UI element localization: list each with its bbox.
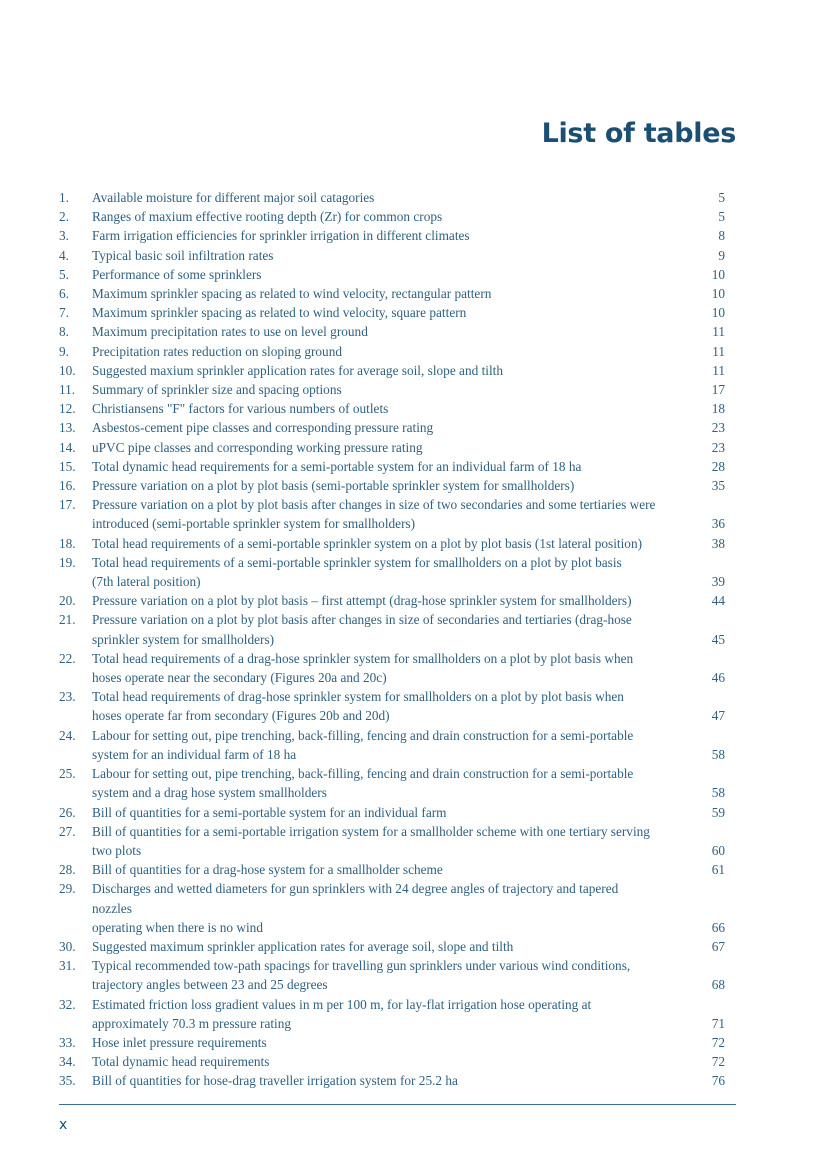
table-list-entry xyxy=(59,207,725,226)
table-list-entry xyxy=(59,879,725,937)
entry-title: Total head requirements of drag-hose sprinkler system for smallholders on a plot by plot basis when hoses operate far from secondary (Figures 20b and 20d) xyxy=(92,689,624,724)
entry-title: Total head requirements of a semi-portable sprinkler system for smallholders on a plot by plot basis (7th lateral position) xyxy=(92,554,622,590)
table-list-entry xyxy=(59,1052,725,1071)
entry-number: 17. xyxy=(59,497,76,513)
entry-title: Total dynamic head requirements for a semi-portable system for an individual farm of 18 ha xyxy=(92,458,582,474)
entry-page-number: 11 xyxy=(712,324,725,340)
entry-title: Maximum sprinkler spacing as related to wind velocity, rectangular pattern xyxy=(92,286,492,302)
entry-title: Available moisture for different major soil catagories xyxy=(92,190,375,205)
table-list-entry xyxy=(59,553,725,591)
entry-page-number: 59 xyxy=(711,804,725,820)
entry-page-number: 67 xyxy=(711,938,725,954)
entry-page-number: 5 xyxy=(718,209,725,225)
entry-page-number: 23 xyxy=(711,420,725,436)
entry-page-number: 10 xyxy=(711,286,725,302)
entry-title: Pressure variation on a plot by plot basis after changes in size of secondaries and tertiaries (drag-hose sprinkler system for smallholders) xyxy=(92,612,632,647)
table-list-entry xyxy=(59,284,725,303)
entry-page-number: 11 xyxy=(712,343,725,359)
table-list-entry xyxy=(59,822,725,860)
entry-page-number: 66 xyxy=(711,919,725,935)
table-list-entry xyxy=(59,726,725,764)
table-list-entry xyxy=(59,803,725,822)
entry-title: Maximum sprinkler spacing as related to wind velocity, square pattern xyxy=(92,305,467,321)
entry-number: 29. xyxy=(59,881,76,897)
table-list-entry xyxy=(59,649,725,687)
table-list-entry xyxy=(59,246,725,265)
entry-title: Estimated friction loss gradient values in m per 100 m, for lay-flat irrigation hose operating at approximately 70.3 m pressure rating xyxy=(92,996,592,1031)
entry-number: 24. xyxy=(59,727,76,743)
table-list-entry xyxy=(59,361,725,380)
entry-page-number: 47 xyxy=(711,708,725,724)
table-list-entry xyxy=(59,995,725,1033)
footer-rule xyxy=(59,1104,736,1105)
entry-page-number: 9 xyxy=(718,247,725,263)
entry-title: Discharges and wetted diameters for gun sprinklers with 24 degree angles of trajectory and tapered nozzles operating when there is no wind xyxy=(92,881,619,935)
table-list-entry xyxy=(59,380,725,399)
table-list-entry xyxy=(59,937,725,956)
entry-title: Suggested maxium sprinkler application rates for average soil, slope and tilth xyxy=(92,362,503,378)
table-list-entry xyxy=(59,687,725,725)
entry-number: 5. xyxy=(59,266,69,282)
table-list-entry xyxy=(59,495,725,533)
entry-page-number: 38 xyxy=(711,535,725,551)
entry-title: Pressure variation on a plot by plot basis – first attempt (drag-hose sprinkler system for smallholders) xyxy=(92,593,632,609)
entry-number: 32. xyxy=(59,996,76,1012)
entry-title: uPVC pipe classes and corresponding working pressure rating xyxy=(92,439,423,455)
entry-number: 4. xyxy=(59,247,69,263)
entry-number: 7. xyxy=(59,305,69,321)
entry-page-number: 68 xyxy=(711,977,725,993)
table-list-entry xyxy=(59,591,725,610)
entry-page-number: 17 xyxy=(711,382,725,398)
table-list-entry xyxy=(59,764,725,802)
entry-page-number: 10 xyxy=(711,305,725,321)
table-list-entry xyxy=(59,226,725,245)
entry-number: 13. xyxy=(59,420,76,436)
table-list-entry xyxy=(59,303,725,322)
entry-page-number: 71 xyxy=(711,1015,725,1031)
entry-number: 18. xyxy=(59,535,76,551)
entry-page-number: 10 xyxy=(711,266,725,282)
entry-number: 16. xyxy=(59,478,76,494)
entry-number: 10. xyxy=(59,362,76,378)
entry-page-number: 35 xyxy=(711,478,725,494)
table-list-entry xyxy=(59,188,725,207)
entry-page-number: 76 xyxy=(711,1073,725,1089)
table-list-entry xyxy=(59,956,725,994)
entry-page-number: 58 xyxy=(711,746,725,762)
table-list-entry xyxy=(59,1071,725,1090)
entry-title: Precipitation rates reduction on sloping ground xyxy=(92,343,343,359)
entry-title: Labour for setting out, pipe trenching, back-filling, fencing and drain construction for a semi-portable system and a drag hose system smallholders xyxy=(92,766,634,801)
entry-title: Farm irrigation efficiencies for sprinkler irrigation in different climates xyxy=(92,228,470,244)
entry-title: Performance of some sprinklers xyxy=(92,266,262,282)
entry-number: 3. xyxy=(59,228,69,244)
table-list-entry xyxy=(59,399,725,418)
table-list-entry xyxy=(59,438,725,457)
entry-number: 6. xyxy=(59,286,69,302)
page-title: List of tables xyxy=(541,118,736,149)
entry-page-number: 36 xyxy=(711,516,725,532)
entry-number: 27. xyxy=(59,823,76,839)
entry-title: Bill of quantities for a drag-hose system for a smallholder scheme xyxy=(92,862,443,878)
table-list-entry xyxy=(59,265,725,284)
entry-page-number: 60 xyxy=(711,842,725,858)
entry-number: 33. xyxy=(59,1034,76,1050)
page-number: x xyxy=(59,1117,68,1133)
entry-title: Bill of quantities for a semi-portable irrigation system for a smallholder scheme with one tertiary serving two plots xyxy=(92,823,650,858)
entry-page-number: 44 xyxy=(711,593,725,609)
entry-page-number: 46 xyxy=(711,670,725,686)
entry-title: Pressure variation on a plot by plot basis after changes in size of two secondaries and some tertiaries were introduced (semi-portable sprinkler system for smallholders) xyxy=(92,497,656,532)
entry-title: Ranges of maxium effective rooting depth (Zr) for common crops xyxy=(92,209,443,225)
entry-number: 30. xyxy=(59,938,76,954)
entry-page-number: 72 xyxy=(711,1054,725,1070)
entry-number: 20. xyxy=(59,593,76,609)
entry-number: 26. xyxy=(59,804,76,820)
entry-number: 8. xyxy=(59,324,69,340)
entry-number: 15. xyxy=(59,458,76,474)
entry-title: Hose inlet pressure requirements xyxy=(92,1034,267,1050)
entry-title: Bill of quantities for a semi-portable system for an individual farm xyxy=(92,804,447,820)
entry-number: 21. xyxy=(59,612,76,628)
entry-page-number: 28 xyxy=(711,458,725,474)
entry-number: 22. xyxy=(59,650,76,666)
table-list-entry xyxy=(59,534,725,553)
entry-page-number: 11 xyxy=(712,362,725,378)
entry-title: Total head requirements of a semi-portable sprinkler system on a plot by plot basis (1st lateral position) xyxy=(92,535,643,551)
entry-number: 31. xyxy=(59,958,76,974)
entry-title: Summary of sprinkler size and spacing options xyxy=(92,382,342,398)
entry-page-number: 23 xyxy=(711,439,725,455)
entry-title: Christiansens "F" factors for various numbers of outlets xyxy=(92,401,389,417)
entry-number: 35. xyxy=(59,1073,76,1089)
entry-title: Total head requirements of a drag-hose sprinkler system for smallholders on a plot by plot basis when hoses operate near the secondary (Figures 20a and 20c) xyxy=(92,650,634,686)
entry-number: 25. xyxy=(59,766,76,782)
entry-page-number: 8 xyxy=(718,228,725,244)
entry-title: Maximum precipitation rates to use on level ground xyxy=(92,324,368,340)
table-list-entry xyxy=(59,418,725,437)
entry-number: 14. xyxy=(59,439,76,455)
table-list-entry xyxy=(59,1033,725,1052)
entry-title: Pressure variation on a plot by plot basis (semi-portable sprinkler system for smallholders) xyxy=(92,478,575,494)
table-list xyxy=(59,188,725,1091)
entry-page-number: 61 xyxy=(711,862,725,878)
table-list-entry xyxy=(59,610,725,648)
entry-number: 11. xyxy=(59,382,76,398)
entry-number: 34. xyxy=(59,1054,76,1070)
entry-title: Labour for setting out, pipe trenching, back-filling, fencing and drain construction for a semi-portable system for an individual farm of 18 ha xyxy=(92,727,634,762)
entry-title: Typical basic soil infiltration rates xyxy=(92,247,274,263)
entry-number: 23. xyxy=(59,689,76,705)
table-list-entry xyxy=(59,322,725,341)
entry-number: 12. xyxy=(59,401,76,417)
entry-number: 19. xyxy=(59,554,76,570)
table-list-entry xyxy=(59,860,725,879)
entry-title: Suggested maximum sprinkler application rates for average soil, slope and tilth xyxy=(92,938,514,954)
entry-title: Asbestos-cement pipe classes and corresponding pressure rating xyxy=(92,420,434,436)
entry-page-number: 58 xyxy=(711,785,725,801)
entry-page-number: 72 xyxy=(711,1034,725,1050)
entry-number: 2. xyxy=(59,209,69,225)
entry-page-number: 18 xyxy=(711,401,725,417)
table-list-entry xyxy=(59,476,725,495)
entry-title: Typical recommended tow-path spacings for travelling gun sprinklers under various wind conditions, trajectory angles between 23 and 25 degrees xyxy=(92,958,631,993)
entry-title: Total dynamic head requirements xyxy=(92,1054,270,1070)
entry-page-number: 45 xyxy=(711,631,725,647)
entry-number: 28. xyxy=(59,862,76,878)
entry-number: 1. xyxy=(59,190,69,205)
entry-number: 9. xyxy=(59,343,69,359)
entry-page-number: 39 xyxy=(711,574,725,590)
table-list-entry xyxy=(59,342,725,361)
table-list-entry xyxy=(59,457,725,476)
entry-title: Bill of quantities for hose-drag traveller irrigation system for 25.2 ha xyxy=(92,1073,458,1089)
entry-page-number: 5 xyxy=(718,190,725,205)
